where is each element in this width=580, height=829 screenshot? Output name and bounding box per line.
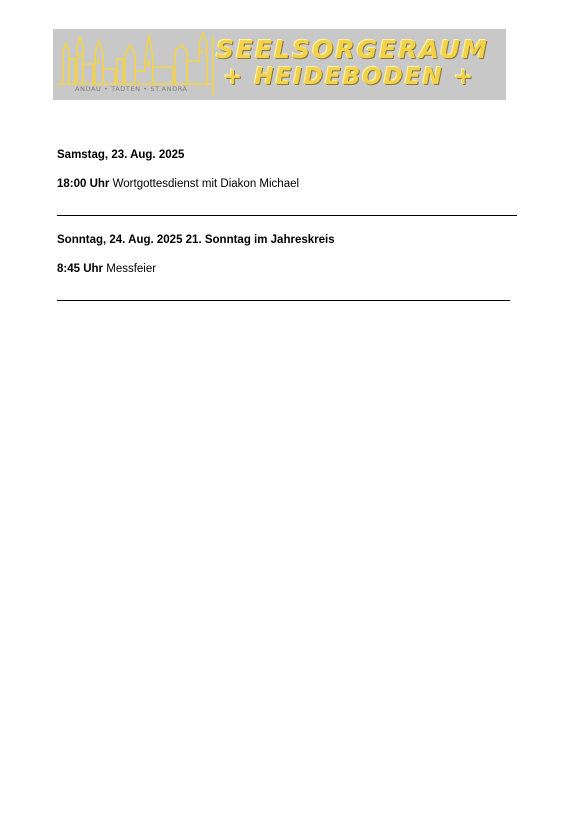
header-banner [53, 29, 506, 100]
entry-date: Samstag, 23. Aug. 2025 [57, 149, 185, 161]
entry-time: 18:00 Uhr [57, 178, 110, 190]
banner-title-line-1: SEELSORGERAUM [216, 35, 489, 64]
banner-title-line-2: + HEIDEBODEN + [223, 64, 476, 90]
entry-date: Sonntag, 24. Aug. 2025 21. Sonntag im Jahreskreis [57, 234, 335, 246]
entry-description: Messfeier [106, 263, 157, 275]
banner-subtitle: ANDAU • TADTEN • ST.ANDRÄ [75, 85, 188, 93]
entry-event [57, 176, 299, 192]
entry-time: 8:45 Uhr [57, 263, 104, 275]
entry-event [57, 261, 156, 277]
entry-separator [57, 300, 510, 301]
entry-separator [57, 215, 517, 216]
entry-description: Wortgottesdienst mit Diakon Michael [112, 178, 300, 190]
